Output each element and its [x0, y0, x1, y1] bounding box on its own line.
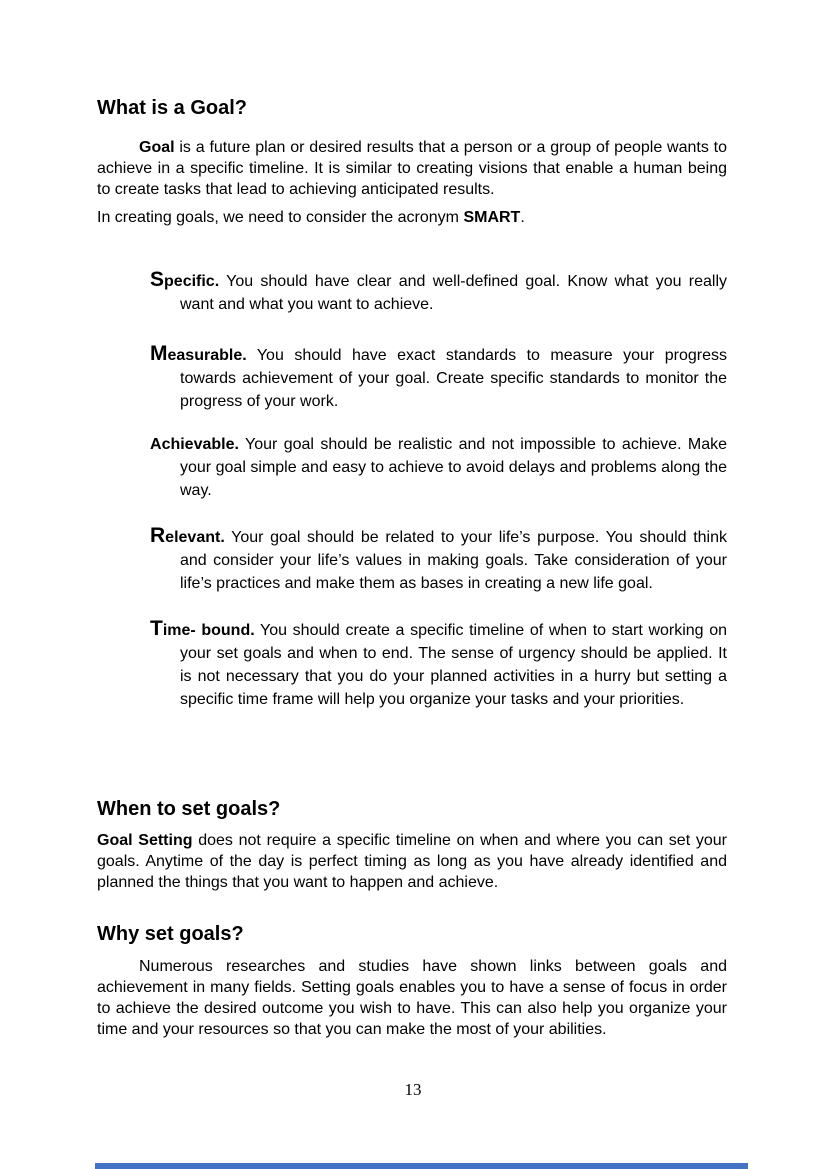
heading-what-is-a-goal: What is a Goal? [97, 97, 248, 119]
specific-body: You should have clear and well-defined goal. Know what you really want and what you want to achieve. [180, 273, 727, 313]
specific-initial: S [150, 268, 165, 291]
para-when-to-set-goals [97, 830, 727, 893]
goal-setting-lead-bold: Goal Setting [97, 832, 193, 849]
measurable-initial: M [150, 342, 168, 365]
achievable-initial: A [150, 436, 162, 453]
measurable-lead [150, 342, 247, 365]
footer-accent-bar [95, 1163, 748, 1169]
measurable-body: You should have exact standards to measure your progress towards achievement of your goal. Create specific standards to monitor the progress of your work. [180, 347, 727, 410]
smart-item-specific [97, 268, 727, 316]
when-to-set-goals-text: does not require a specific timeline on when and where you can set your goals. Anytime of the day is perfect timing as long as you have already identified and planned the things that you want to happen and achieve. [97, 832, 727, 891]
acronym-text-pre: In creating goals, we need to consider the acronym [97, 209, 464, 226]
smart-acronym-bold: SMART [463, 209, 521, 226]
measurable-lead-rest: easurable. [167, 347, 247, 364]
heading-why-set-goals: Why set goals? [97, 923, 244, 945]
para-goal-definition [97, 137, 727, 200]
time-bound-lead [150, 617, 255, 640]
acronym-text-post: . [520, 209, 525, 226]
time-bound-initial: T [150, 617, 163, 640]
content-area [97, 0, 727, 1040]
time-bound-body: You should create a specific timeline of when to start working on your set goals and when to end. The sense of urgency should be applied. It is not necessary that you do your planned activities in a hurry but setting a specific time frame will help you organize your tasks and your priorities. [180, 622, 728, 708]
goal-definition-text: is a future plan or desired results that a person or a group of people wants to achieve in a specific timeline. It is similar to creating visions that enable a human being to create tasks that lead to achieving anticipated results. [97, 139, 727, 198]
specific-lead-rest: pecific. [164, 273, 220, 290]
relevant-initial: R [150, 524, 166, 547]
smart-item-relevant [97, 524, 727, 595]
smart-list [97, 268, 727, 711]
para-smart-acronym [97, 207, 727, 228]
page-number: 13 [404, 1080, 422, 1099]
smart-item-measurable [97, 342, 727, 413]
time-bound-lead-rest: ime- bound. [162, 622, 255, 639]
para-why-set-goals: Numerous researches and studies have shown links between goals and achievement in many fields. Setting goals enables you to have a sense of focus in order to achieve the desired outcome you wish to have. This can also help you organize your time and your resources so that you can make the most of your abilities. [97, 958, 727, 1038]
relevant-lead [150, 524, 225, 547]
achievable-lead [150, 436, 239, 453]
relevant-body: Your goal should be related to your life’s purpose. You should think and consider your life’s values in making goals. Take consideration of your life’s practices and make them as bases in creating a new life goal. [180, 529, 727, 592]
achievable-lead-rest: chievable. [161, 436, 239, 453]
smart-item-time-bound [97, 617, 727, 711]
specific-lead [150, 268, 220, 291]
relevant-lead-rest: elevant. [165, 529, 225, 546]
achievable-body: Your goal should be realistic and not impossible to achieve. Make your goal simple and easy to achieve to avoid delays and problems along the way. [180, 436, 727, 499]
heading-when-to-set-goals: When to set goals? [97, 798, 281, 820]
smart-item-achievable [97, 433, 727, 502]
goal-lead-bold: Goal [139, 139, 175, 156]
